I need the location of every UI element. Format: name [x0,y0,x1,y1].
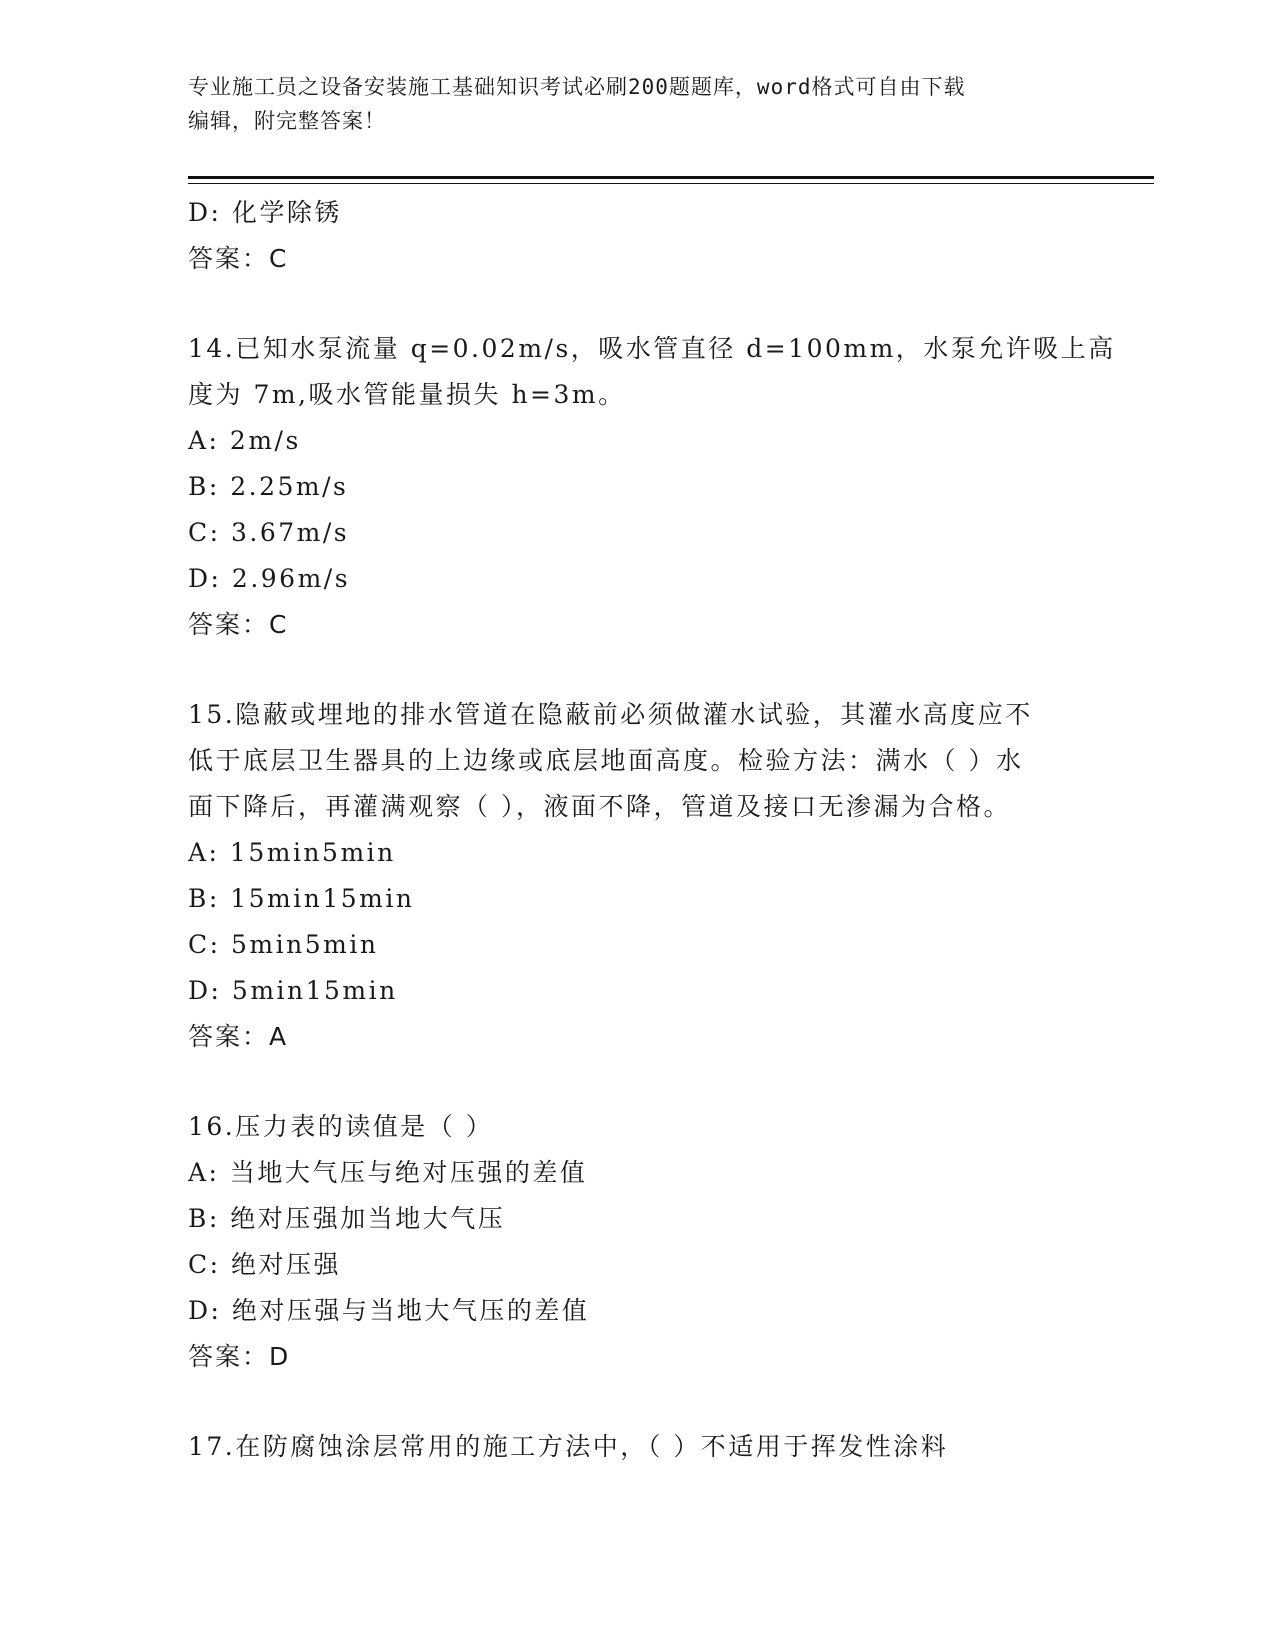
option-d: D: 5min15min [188,976,398,1005]
spacer [188,1060,1088,1104]
question-stem-line: 低于底层卫生器具的上边缘或底层地面高度。检验方法：满水（ ）水 [188,746,1024,775]
question-stem-line: 14.已知水泵流量 q=0.02m/s，吸水管直径 d=100mm，水泵允许吸上高 [188,334,1116,363]
spacer [188,1380,1088,1424]
question-stem-line: 17.在防腐蚀涂层常用的施工方法中，（ ）不适用于挥发性涂料 [188,1432,949,1461]
answer-line: 答案：C [188,610,289,639]
header-divider-thick [188,176,1154,179]
question-16 [188,1104,1088,1380]
option-d: D: 化学除锈 [188,198,342,227]
option-c: C: 5min5min [188,930,379,959]
option-b: B: 15min15min [188,884,415,913]
answer-line: 答案：D [188,1342,291,1371]
question-stem-line: 面下降后，再灌满观察（ ），液面不降，管道及接口无渗漏为合格。 [188,792,1011,821]
header-title-line-1: 专业施工员之设备安装施工基础知识考试必刷200题题库，word格式可自由下载 [188,75,966,99]
option-d: D: 绝对压强与当地大气压的差值 [188,1296,590,1325]
question-14 [188,326,1116,648]
option-d: D: 2.96m/s [188,564,351,593]
option-b: B: 绝对压强加当地大气压 [188,1204,506,1233]
spacer [188,282,1088,326]
question-17 [188,1424,1088,1470]
option-a: A: 2m/s [188,426,301,455]
question-15 [188,692,1088,1060]
option-a: A: 当地大气压与绝对压强的差值 [188,1158,588,1187]
answer-line: 答案：A [188,1022,289,1051]
question-content [188,190,1116,1470]
question-stem-line: 16.压力表的读值是（ ） [188,1112,494,1141]
question-stem-line: 15.隐蔽或埋地的排水管道在隐蔽前必须做灌水试验，其灌水高度应不 [188,700,1033,729]
spacer [188,648,1088,692]
option-b: B: 2.25m/s [188,472,349,501]
answer-line: 答案：C [188,244,289,273]
header-divider-thin [188,183,1154,184]
option-c: C: 3.67m/s [188,518,350,547]
question-13-tail [188,190,1088,282]
question-stem-line: 度为 7m,吸水管能量损失 h=3m。 [188,380,626,409]
option-c: C: 绝对压强 [188,1250,341,1279]
header-title-line-2: 编辑，附完整答案！ [188,109,386,133]
document-header [188,70,1088,138]
option-a: A: 15min5min [188,838,396,867]
